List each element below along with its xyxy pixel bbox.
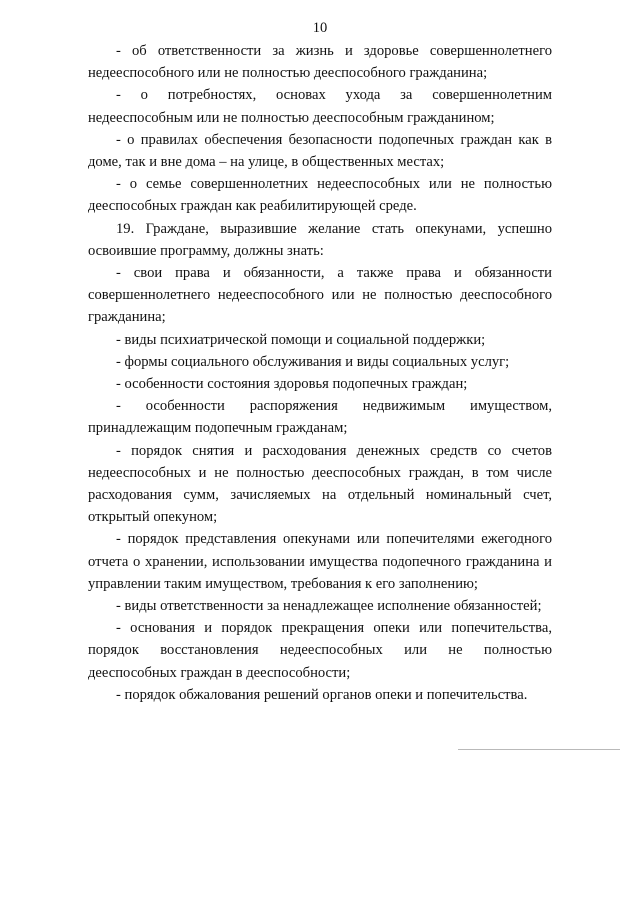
footer-divider <box>458 749 620 750</box>
paragraph-termination: - основания и порядок прекращения опеки или попечительства, порядок восстановления недееспособных или не полностью дееспособных граждан в дееспособности; <box>88 620 552 681</box>
paragraph-liability: - виды ответственности за ненадлежащее исполнение обязанностей; <box>116 598 542 615</box>
paragraph-health-features: - особенности состояния здоровья подопечных граждан; <box>116 376 468 393</box>
paragraph-funds-withdrawal: - порядок снятия и расходования денежных средств со счетов недееспособных и не полностью дееспособных граждан, в том числе расходования сумм, зачисляемых на отдельный номинальный счет, открытый опекуном; <box>88 442 552 526</box>
paragraph-family-environment: - о семье совершеннолетних недееспособных или не полностью дееспособных граждан как реабилитирующей среде. <box>88 176 552 215</box>
paragraph-section-19: 19. Граждане, выразившие желание стать опекунами, успешно освоившие программу, должны знать: <box>88 220 552 259</box>
paragraph-responsibility: - об ответственности за жизнь и здоровье совершеннолетнего недееспособного или не полностью дееспособного гражданина; <box>88 43 552 82</box>
paragraph-social-services: - формы социального обслуживания и виды социальных услуг; <box>116 353 510 370</box>
paragraph-real-estate: - особенности распоряжения недвижимым имуществом, принадлежащим подопечным гражданам; <box>88 398 552 437</box>
document-body <box>88 40 552 706</box>
paragraph-appeal: - порядок обжалования решений органов опеки и попечительства. <box>116 686 528 703</box>
page-number: 10 <box>312 20 328 36</box>
paragraph-needs-care: - о потребностях, основах ухода за совершеннолетним недееспособным или не полностью дееспособным гражданином; <box>88 87 552 126</box>
paragraph-psychiatric-help: - виды психиатрической помощи и социальной поддержки; <box>116 331 486 348</box>
paragraph-annual-report: - порядок представления опекунами или попечителями ежегодного отчета о хранении, использовании имущества подопечного гражданина и управлении таким имуществом, требования к его заполнению; <box>88 531 552 592</box>
paragraph-rights-duties: - свои права и обязанности, а также права и обязанности совершеннолетнего недееспособного или не полностью дееспособного гражданина; <box>88 265 552 326</box>
paragraph-safety-rules: - о правилах обеспечения безопасности подопечных граждан как в доме, так и вне дома – на улице, в общественных местах; <box>88 131 552 171</box>
